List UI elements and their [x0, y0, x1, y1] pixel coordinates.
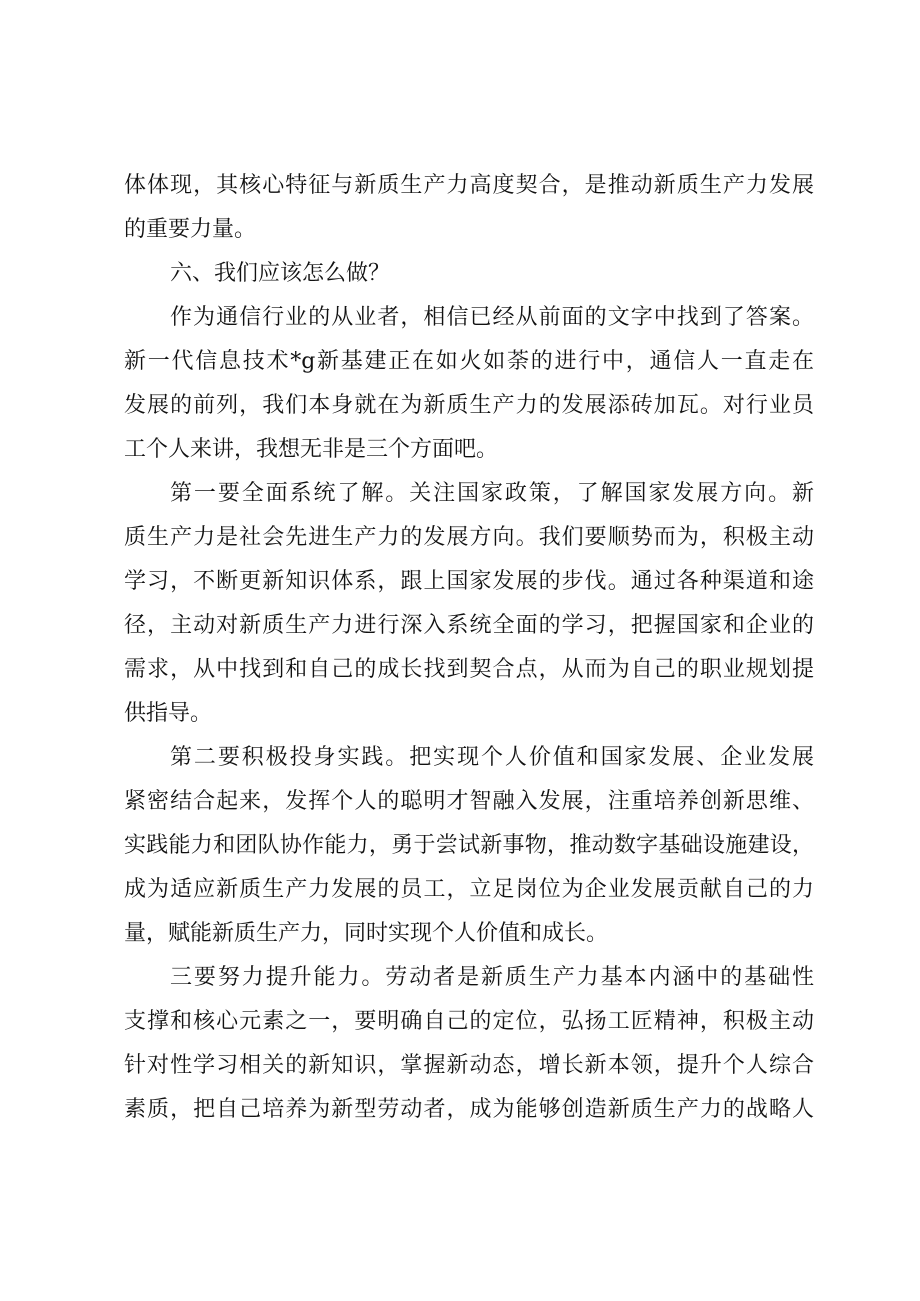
text-line: 体体现，其核心特征与新质生产力高度契合，是推动新质生产力发展 — [124, 173, 814, 198]
text-line: 新一代信息技术*g新基建正在如火如荼的进行中，通信人一直走在 — [124, 349, 814, 374]
text-line: 三要努力提升能力。劳动者是新质生产力基本内涵中的基础性 — [170, 965, 814, 990]
text-line: 发展的前列，我们本身就在为新质生产力的发展添砖加瓦。对行业员 — [124, 393, 814, 418]
paragraph-3 — [124, 736, 814, 956]
text-line: 需求，从中找到和自己的成长找到契合点，从而为自己的职业规划提 — [124, 657, 814, 682]
text-line: 素质，把自己培养为新型劳动者，成为能够创造新质生产力的战略人 — [124, 1097, 814, 1122]
text-line: 作为通信行业的从业者，相信已经从前面的文字中找到了答案。 — [170, 305, 814, 330]
text-line: 针对性学习相关的新知识，掌握新动态，增长新本领，提升个人综合 — [124, 1053, 814, 1078]
document-body — [124, 164, 814, 1132]
text-line: 第一要全面系统了解。关注国家政策，了解国家发展方向。新 — [170, 481, 814, 506]
text-line: 供指导。 — [124, 701, 213, 726]
paragraph-intro — [124, 164, 814, 252]
text-line: 紧密结合起来，发挥个人的聪明才智融入发展，注重培养创新思维、 — [124, 789, 814, 814]
text-line: 成为适应新质生产力发展的员工，立足岗位为企业发展贡献自己的力 — [124, 877, 814, 902]
paragraph-1 — [124, 296, 814, 472]
text-line: 工个人来讲，我想无非是三个方面吧。 — [124, 437, 499, 462]
text-line: 的重要力量。 — [124, 217, 257, 242]
text-line: 量，赋能新质生产力，同时实现个人价值和成长。 — [124, 921, 609, 946]
text-line: 第二要积极投身实践。把实现个人价值和国家发展、企业发展 — [170, 745, 814, 770]
text-line: 质生产力是社会先进生产力的发展方向。我们要顺势而为，积极主动 — [124, 525, 814, 550]
section-heading: 六、我们应该怎么做？ — [170, 261, 391, 286]
text-line: 支撑和核心元素之一，要明确自己的定位，弘扬工匠精神，积极主动 — [124, 1009, 814, 1034]
text-line: 实践能力和团队协作能力，勇于尝试新事物，推动数字基础设施建设， — [124, 833, 814, 858]
paragraph-2 — [124, 472, 814, 736]
text-line: 径，主动对新质生产力进行深入系统全面的学习，把握国家和企业的 — [124, 613, 814, 638]
text-line: 学习，不断更新知识体系，跟上国家发展的步伐。通过各种渠道和途 — [124, 569, 814, 594]
paragraph-4 — [124, 956, 814, 1132]
